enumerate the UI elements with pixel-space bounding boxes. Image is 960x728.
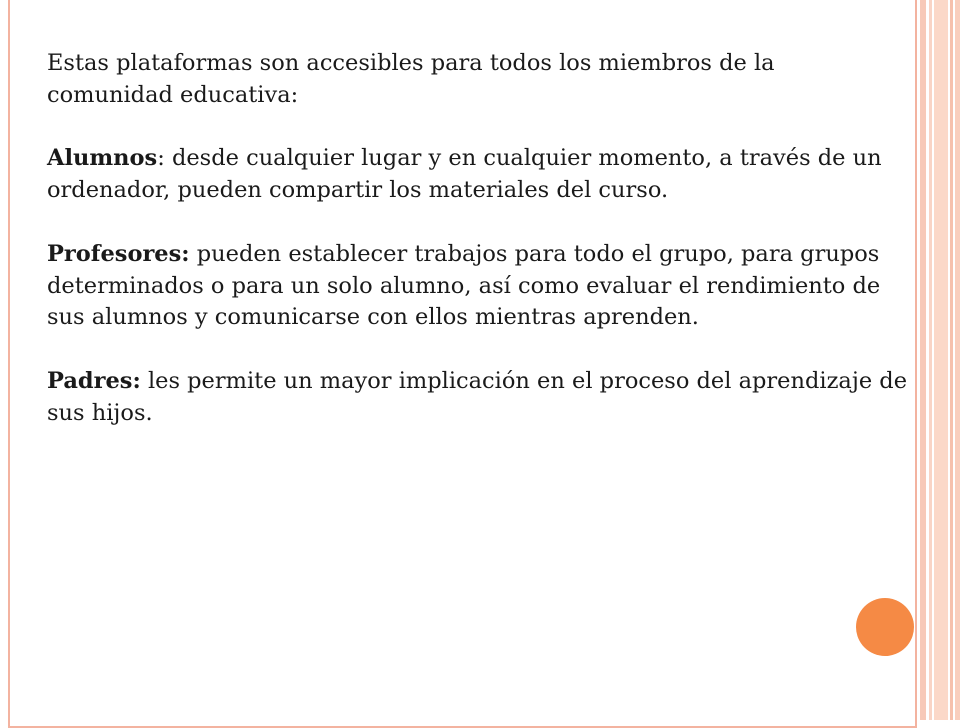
section-alumnos <box>47 143 907 207</box>
decorative-stripes <box>920 0 960 720</box>
intro-paragraph: Estas plataformas son accesibles para todos los miembros de la comunidad educativa: <box>47 50 775 108</box>
stripe <box>934 0 948 720</box>
section-separator <box>141 368 148 394</box>
slide-body <box>47 48 907 461</box>
section-separator <box>190 241 197 267</box>
section-label: Alumnos <box>47 145 158 172</box>
section-label: Profesores: <box>47 240 190 267</box>
stripe <box>929 0 932 720</box>
section-text: desde cualquier lugar y en cualquier momento, a través de un ordenador, pueden compartir los materiales del curso. <box>47 145 882 204</box>
section-text: pueden establecer trabajos para todo el grupo, para grupos determinados o para un solo alumno, así como evaluar el rendimiento de sus alumnos y comunicarse con ellos mientras aprenden. <box>47 240 881 331</box>
stripe <box>950 0 953 720</box>
section-profesores <box>47 239 907 334</box>
stripe <box>955 0 960 720</box>
section-label: Padres: <box>47 367 141 394</box>
section-text: les permite un mayor implicación en el proceso del aprendizaje de sus hijos. <box>47 367 908 426</box>
section-separator: : <box>157 145 172 172</box>
accent-dot <box>856 598 914 656</box>
section-padres <box>47 366 907 430</box>
stripe <box>920 0 926 720</box>
